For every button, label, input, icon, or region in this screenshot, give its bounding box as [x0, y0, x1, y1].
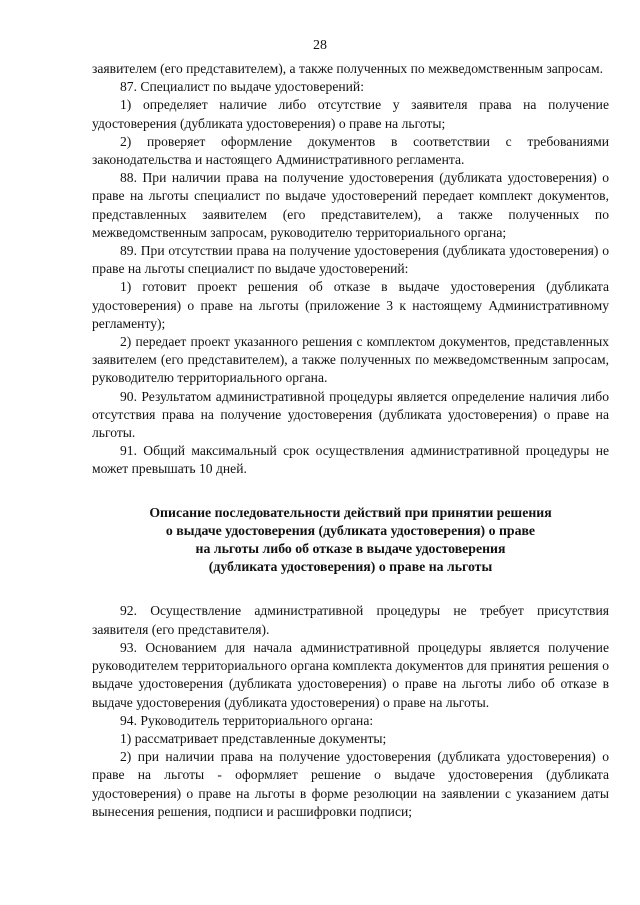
section-title-line: Описание последовательности действий при принятии решения: [149, 504, 552, 520]
paragraph-87: 87. Специалист по выдаче удостоверений:: [120, 79, 364, 95]
paragraph-89: 89. При отсутствии права на получение удостоверения (дубликата удостоверения) о праве на льготы специалист по выдаче удостоверений:: [92, 243, 609, 277]
paragraph-92: 92. Осуществление административной процедуры не требует присутствия заявителя (его представителя).: [92, 603, 609, 637]
section-title-line: о выдаче удостоверения (дубликата удостоверения) о праве: [165, 522, 536, 538]
paragraph-94-item-2: 2) при наличии права на получение удостоверения (дубликата удостоверения) о праве на льготы - оформляет решение о выдаче удостоверения (дубликата удостоверения) о праве на льготы в форме резолюции на заявлении с указанием даты вынесения решения, подписи и расшифровки подписи;: [92, 749, 609, 819]
paragraph-87-item-2: 2) проверяет оформление документов в соответствии с требованиями законодательства и настоящего Административного регламента.: [92, 133, 609, 168]
page-number: 28: [313, 38, 327, 53]
section-title-line: на льготы либо об отказе в выдаче удостоверения: [195, 541, 506, 557]
section-title: [92, 504, 609, 577]
document-body: [92, 60, 609, 821]
paragraph-88: 88. При наличии права на получение удостоверения (дубликата удостоверения) о праве на льготы специалист по выдаче удостоверений передает комплект документов, представленных заявителем (его представителем), а также полученных по межведомственным запросам, руководителю территориального органа;: [92, 170, 609, 240]
paragraph-93: 93. Основанием для начала административной процедуры является получение руководителем территориального органа комплекта документов для принятия решения о выдаче удостоверения (дубликата удостоверения) о праве на льготы либо об отказе в выдаче удостоверения (дубликата удостоверения) о праве на льготы.: [92, 639, 609, 710]
paragraph-89-item-1: 1) готовит проект решения об отказе в выдаче удостоверения (дубликата удостоверения) о праве на льготы (приложение 3 к настоящему Административному регламенту);: [92, 279, 609, 331]
section-title-line: (дубликата удостоверения) о праве на льготы: [208, 559, 493, 575]
paragraph-90: 90. Результатом административной процедуры является определение наличия либо отсутствия права на получение удостоверения (дубликата удостоверения) о праве на льготы.: [92, 388, 609, 441]
paragraph-91: 91. Общий максимальный срок осуществления административной процедуры не может превышать 10 дней.: [92, 443, 609, 477]
paragraph-continuation: заявителем (его представителем), а также полученных по межведомственным запросам.: [92, 61, 604, 76]
paragraph-94: 94. Руководитель территориального органа:: [120, 712, 374, 728]
paragraph-94-item-1: 1) рассматривает представленные документы;: [120, 730, 387, 746]
paragraph-87-item-1: 1) определяет наличие либо отсутствие у заявителя права на получение удостоверения (дубликата удостоверения) о праве на льготы;: [92, 97, 609, 131]
paragraph-89-item-2: 2) передает проект указанного решения с комплектом документов, представленных заявителем (его представителем), а также полученных по межведомственным запросам, руководителю территориального органа.: [92, 334, 609, 386]
